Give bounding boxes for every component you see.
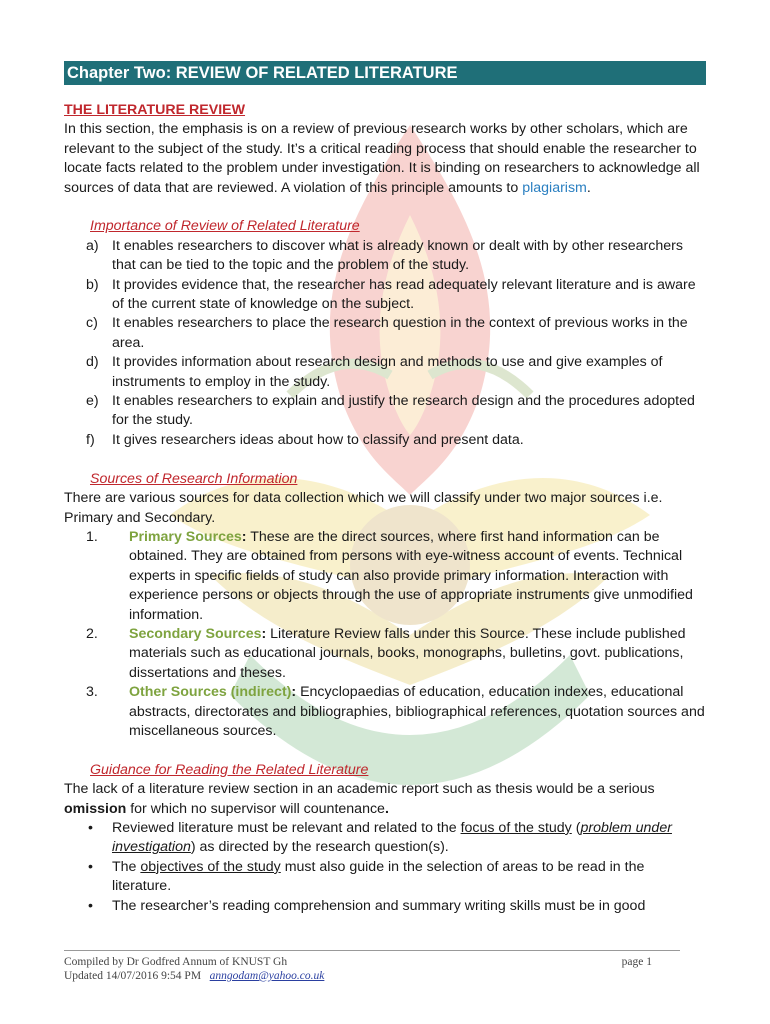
list-item-text: It enables researchers to discover what is already known or dealt with by other researchers that can be tied to the topic and the problem of the study. [112, 237, 683, 274]
list-item-text: Encyclopaedias of education, education indexes, educational abstracts, directorates and bibliographies, bibliographical references, quotation sources and miscellaneous sources. [129, 684, 705, 739]
list-item-text: It enables researchers to explain and justify the research design and the procedures adopted for the study. [112, 393, 695, 429]
importance-heading: Importance of Review of Related Literature [90, 218, 360, 235]
list-item-text: It provides evidence that, the researcher has read adequately relevant literature and is aware of the current state of knowledge on the subject. [112, 276, 696, 313]
footer-updated [64, 969, 652, 983]
list-marker: c) [86, 315, 98, 332]
source-term: Secondary Sources [129, 625, 262, 642]
footer-updated-text: Updated 14/07/2016 9:54 PM [64, 970, 202, 982]
list-item [64, 897, 706, 916]
list-item [64, 431, 706, 450]
bullet-underlined: objectives of the study [140, 858, 281, 875]
list-item-text: Literature Review falls under this Source. These include published materials such as educational journals, books, monographs, bulletins, govt. publications, dissertations and theses. [129, 625, 686, 681]
sources-intro: There are various sources for data collection which we will classify under two major sources i.e. Primary and Secondary. [64, 490, 663, 526]
guidance-period: . [384, 800, 389, 817]
list-marker: d) [86, 354, 99, 371]
list-item [64, 314, 706, 353]
bullet-underlined: focus of the study [460, 819, 572, 836]
list-item [64, 237, 706, 276]
plagiarism-link[interactable]: plagiarism [522, 179, 587, 196]
guidance-intro [64, 780, 706, 819]
list-item [64, 276, 706, 315]
bullet-text: Reviewed literature must be relevant and related to the [112, 819, 461, 836]
list-item [64, 392, 706, 431]
list-marker: b) [86, 276, 99, 293]
intro-text: In this section, the emphasis is on a review of previous research works by other scholars, which are relevant to the subject of the study. It’s a critical reading process that should enable the researcher to locate facts related to the problem under investigation. It is binding on researchers to acknowledge all sources of data that are reviewed. A violation of this principle amounts to [64, 121, 700, 196]
list-marker: 3. [86, 684, 98, 701]
colon: : [241, 528, 247, 545]
bullet-italic-underlined: problem under investigation [112, 819, 672, 856]
list-item-text: It provides information about research design and methods to use and give examples of instruments to employ in the study. [112, 354, 663, 390]
list-item [64, 625, 706, 683]
intro-period: . [586, 179, 591, 196]
list-marker: 1. [86, 528, 98, 545]
literature-review-intro [64, 120, 706, 198]
source-term: Primary Sources [129, 528, 242, 545]
list-item [64, 353, 706, 392]
chapter-title: Chapter Two: REVIEW OF RELATED LITERATURE [64, 61, 706, 85]
list-item [64, 819, 706, 858]
guidance-text: for which no supervisor will countenance [126, 800, 385, 817]
list-marker: 2. [86, 625, 98, 642]
source-term: Other Sources (indirect) [129, 684, 292, 701]
list-item-text: It enables researchers to place the research question in the context of previous works in the area. [112, 315, 688, 351]
footer-compiled: Compiled by Dr Godfred Annum of KNUST Gh [64, 956, 288, 968]
list-item [64, 683, 706, 741]
list-item [64, 858, 706, 897]
page-number: page 1 [621, 956, 652, 968]
bullet-marker: • [88, 819, 93, 836]
bullet-marker: • [88, 858, 93, 875]
footer-email-link[interactable]: anngodam@yahoo.co.uk [209, 970, 325, 982]
list-marker: f) [86, 431, 95, 448]
list-marker: e) [86, 393, 99, 410]
bullet-text: ( [571, 819, 581, 836]
footer [64, 955, 652, 983]
content [64, 101, 706, 916]
bullet-text: ) as directed by the research question(s). [190, 839, 449, 856]
literature-review-heading: THE LITERATURE REVIEW [64, 102, 246, 118]
list-item-text: It gives researchers ideas about how to classify and present data. [112, 431, 524, 448]
bullet-text: must also guide in the selection of areas to be read in the literature. [112, 858, 645, 895]
guidance-text: The lack of a literature review section in an academic report such as thesis would be a serious [64, 781, 655, 798]
footer-divider [64, 950, 680, 951]
bullet-text: The [112, 858, 141, 875]
bullet-marker: • [88, 897, 93, 914]
omission-word: omission [64, 800, 127, 817]
list-item-text: These are the direct sources, where first hand information can be obtained. They are obtained from persons with eye-witness account of events. Technical experts in specific fields of study can also provide primary information. Interaction with experience persons or objects through the use of appropriate instruments give unmodified information. [129, 528, 693, 623]
list-marker: a) [86, 237, 99, 254]
colon: : [291, 684, 297, 701]
list-item [64, 528, 706, 625]
guidance-heading: Guidance for Reading the Related Literature [90, 761, 369, 778]
sources-heading: Sources of Research Information [90, 470, 298, 487]
bullet-text: The researcher’s reading comprehension and summary writing skills must be in good [112, 897, 646, 914]
colon: : [261, 625, 267, 642]
